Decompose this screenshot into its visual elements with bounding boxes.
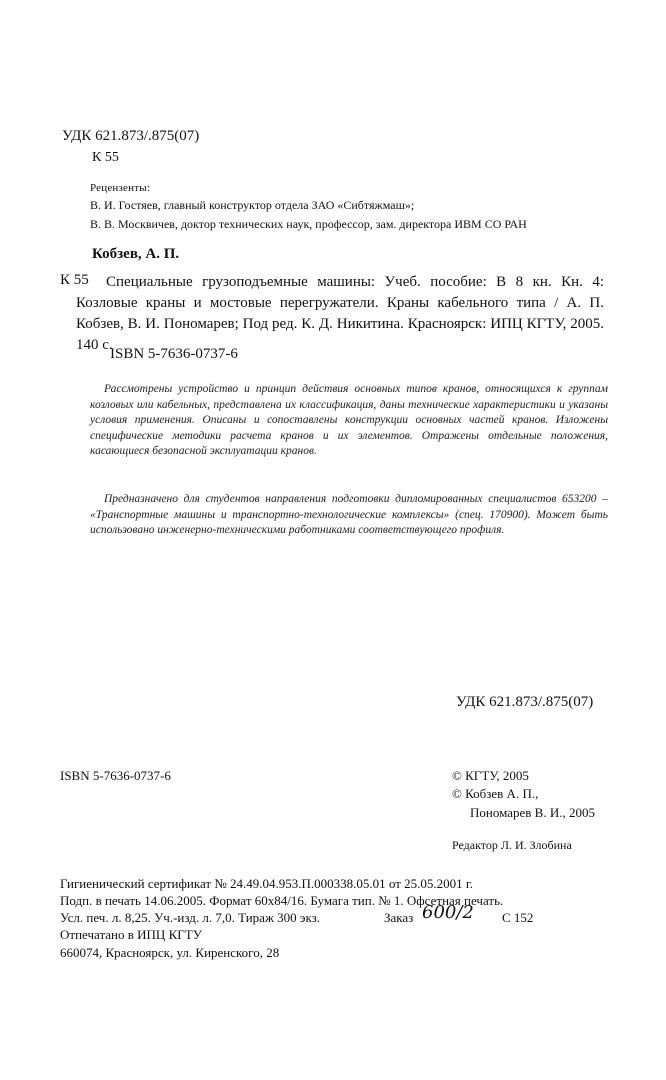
- imprint-line-3: Усл. печ. л. 8,25. Уч.-изд. л. 7,0. Тираж 300 экз.: [60, 910, 321, 925]
- abstract-paragraph-1: Рассмотрены устройство и принцип действия основных типов кранов, относящихся к группам козловых или кабельных, представлена их классификация, даны технические характеристики и указаны условия применения. Описаны и сопоставлены конструкции основных частей кранов. Изложены специфические методики расчета кранов и их элементов. Отражены отдельные положения, касающиеся безопасной эксплуатации кранов.: [90, 383, 608, 457]
- editor-line: Редактор Л. И. Злобина: [452, 838, 572, 852]
- udk-code: УДК 621.873/.875(07): [62, 128, 200, 144]
- bib-sign-code: К 55: [60, 272, 89, 288]
- bib-isbn: ISBN 5-7636-0737-6: [110, 346, 238, 362]
- order-label: Заказ: [384, 910, 414, 925]
- reviewer-1: В. И. Гостяев, главный конструктор отдела ЗАО «Сибтяжмаш»;: [90, 198, 415, 212]
- imprint-line-1: Гигиенический сертификат № 24.49.04.953.П.000338.05.01 от 25.05.2001 г.: [60, 876, 474, 891]
- order-number-handwritten: 600/2: [422, 902, 474, 923]
- imprint-line-5: 660074, Красноярск, ул. Киренского, 28: [60, 945, 280, 960]
- copyright-kgtu: © КГТУ, 2005: [452, 768, 529, 783]
- imprint-line-2: Подп. в печать 14.06.2005. Формат 60х84/16. Бумага тип. № 1. Офсетная печать.: [60, 893, 504, 908]
- bib-description: Специальные грузоподъемные машины: Учеб. пособие: В 8 кн. Кн. 4: Козловые краны и мостовые перегружатели. Краны кабельного типа / А. П. Кобзев, В. И. Пономарев; Под ред. К. Д. Никитина. Красноярск: ИПЦ КГТУ, 2005. 140 с.: [76, 274, 604, 353]
- imprint-line-4: Отпечатано в ИПЦ КГТУ: [60, 927, 202, 942]
- author-sign-code: К 55: [92, 150, 119, 165]
- copyright-authors-1: © Кобзев А. П.,: [452, 786, 539, 801]
- isbn-bottom: ISBN 5-7636-0737-6: [60, 768, 171, 783]
- reviewer-2: В. В. Москвичев, доктор технических наук, профессор, зам. директора ИВМ СО РАН: [90, 217, 527, 231]
- udk-code-bottom: УДК 621.873/.875(07): [456, 694, 594, 710]
- copyright-authors-2: Пономарев В. И., 2005: [470, 805, 595, 820]
- bib-author: Кобзев, А. П.: [92, 246, 180, 262]
- reviewers-label: Рецензенты:: [90, 182, 151, 194]
- abstract-paragraph-2: Предназначено для студентов направления подготовки дипломированных специалистов 653200 – «Транспортные машины и транспортно-технологические комплексы» (спец. 170900). Может быть использовано инженерно-техническими работниками соответствующего профиля.: [90, 493, 608, 536]
- c-number: С 152: [502, 910, 534, 925]
